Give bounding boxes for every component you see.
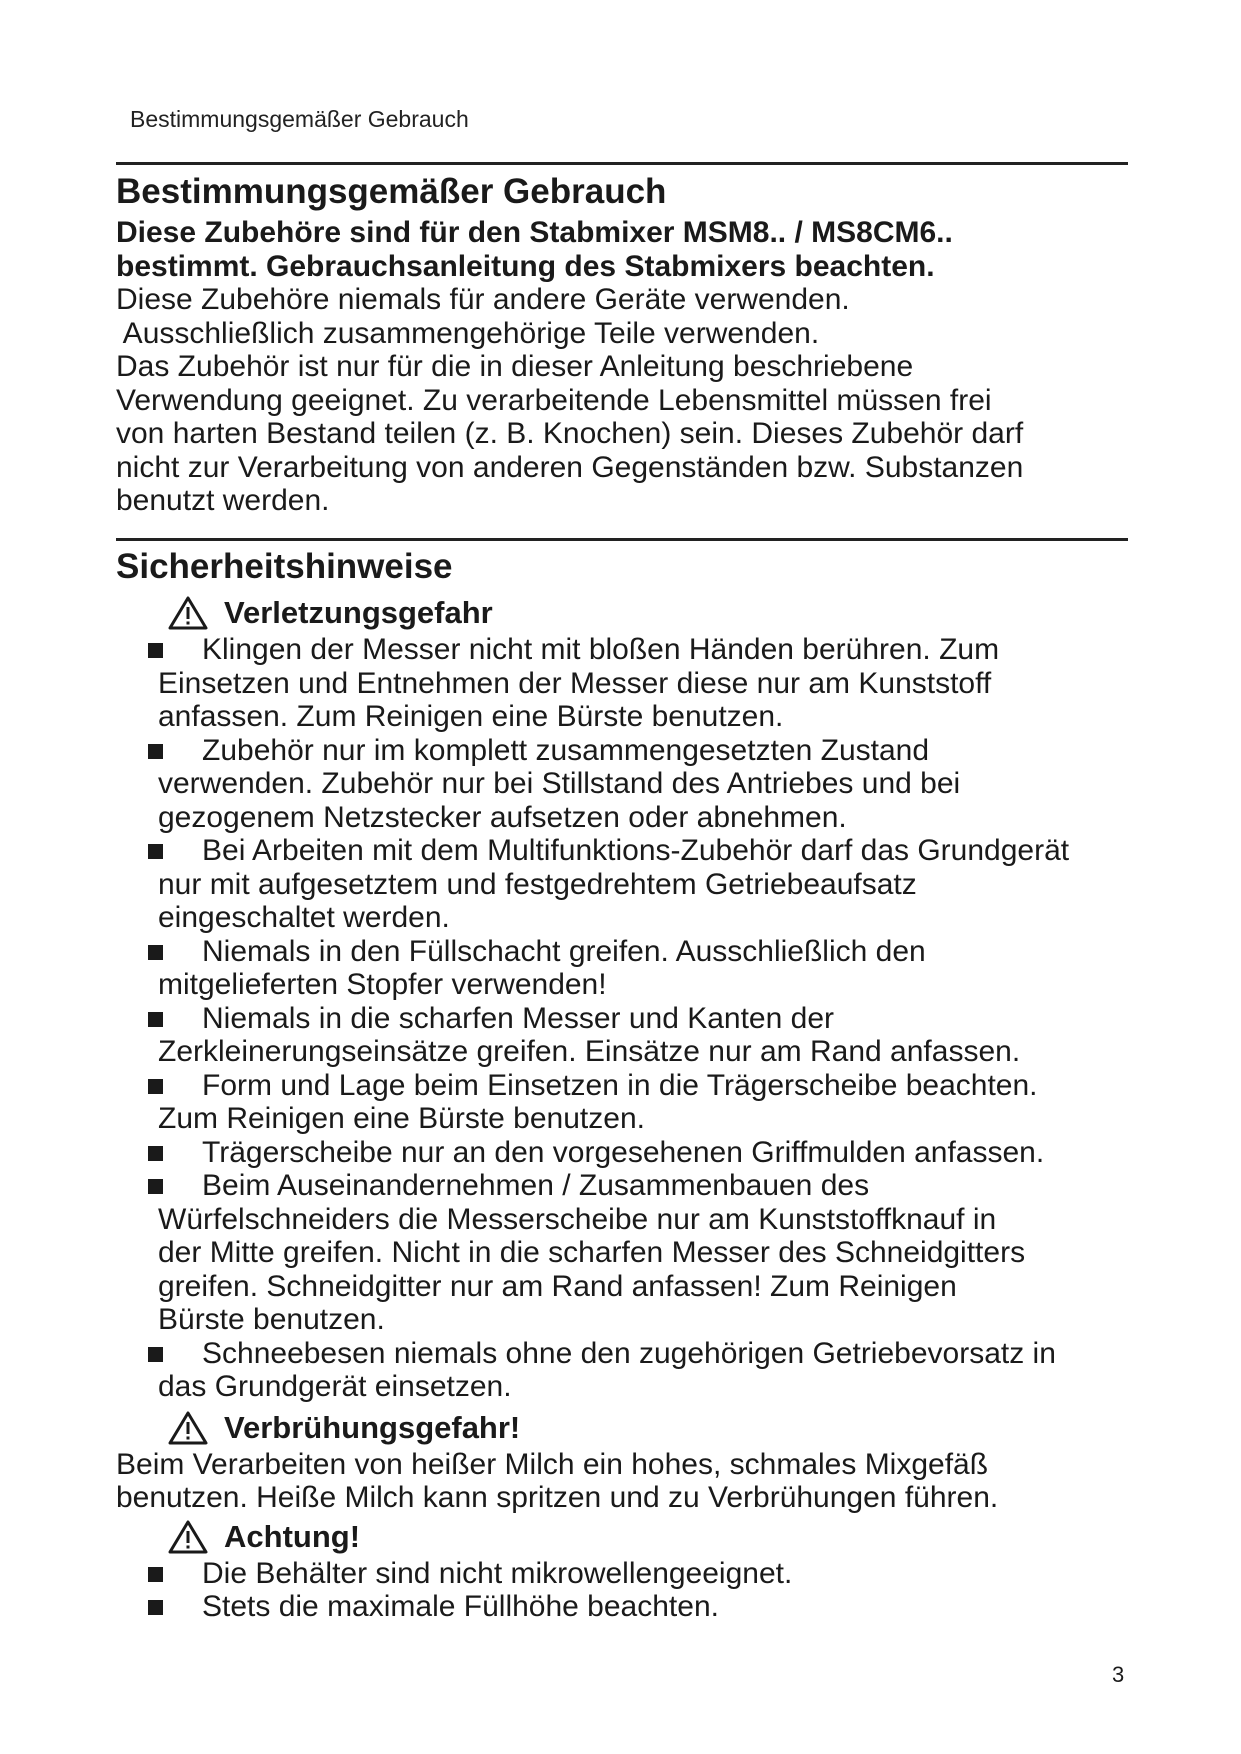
warning-triangle-icon — [168, 1520, 208, 1554]
bullet-line: Würfelschneiders die Messerscheibe nur am Kunststoffknauf in — [158, 1202, 997, 1236]
bullet-line: Niemals in die scharfen Messer und Kanten der — [202, 1001, 834, 1035]
warning-heading — [168, 1517, 1216, 1557]
bullet-line: Beim Auseinandernehmen / Zusammenbauen des — [202, 1169, 870, 1202]
bullet-item — [116, 1002, 1216, 1069]
text-line: Diese Zubehöre niemals für andere Geräte verwenden. — [116, 283, 850, 316]
bullet-square-icon — [148, 1146, 163, 1161]
bullet-line: Bürste benutzen. — [158, 1303, 385, 1336]
bullet-square-icon — [148, 945, 163, 960]
bullet-line: Einsetzen und Entnehmen der Messer diese nur am Kunststoff — [158, 666, 992, 700]
bullet-line: Schneebesen niemals ohne den zugehörigen Getriebevorsatz in — [202, 1336, 1056, 1370]
bullet-item — [116, 1069, 1216, 1136]
bullet-item — [116, 834, 1216, 935]
text-line: Das Zubehör ist nur für die in dieser Anleitung beschriebene — [116, 350, 914, 383]
bullet-line: Klingen der Messer nicht mit bloßen Händen berühren. Zum — [202, 633, 1000, 666]
running-header: Bestimmungsgemäßer Gebrauch — [130, 106, 469, 132]
bullet-square-icon — [148, 1567, 163, 1582]
section-title: Sicherheitshinweise — [116, 547, 453, 586]
bullet-line: nur mit aufgesetztem und festgedrehtem Getriebeaufsatz — [158, 867, 917, 901]
bullet-square-icon — [148, 1012, 163, 1027]
bullet-item — [116, 1169, 1216, 1337]
warning-heading — [168, 1408, 1216, 1448]
bullet-item — [116, 1337, 1216, 1404]
bullet-item — [116, 1557, 1216, 1591]
bullet-line: das Grundgerät einsetzen. — [158, 1370, 512, 1403]
bullet-item — [116, 935, 1216, 1002]
bullet-line: Form und Lage beim Einsetzen in die Trägerscheibe beachten. — [202, 1068, 1038, 1102]
bullet-list — [116, 1557, 1216, 1624]
bullet-item — [116, 734, 1216, 835]
bullet-line: greifen. Schneidgitter nur am Rand anfassen! Zum Reinigen — [158, 1269, 957, 1303]
warning-label: Verletzungsgefahr — [224, 595, 493, 630]
bullet-list — [116, 633, 1216, 1404]
text-line: Beim Verarbeiten von heißer Milch ein hohes, schmales Mixgefäß — [116, 1447, 989, 1481]
page-number: 3 — [1112, 1662, 1125, 1687]
section-intended-use — [116, 170, 1176, 518]
bullet-line: Zubehör nur im komplett zusammengesetzten Zustand — [202, 733, 930, 767]
text-line: benutzen. Heiße Milch kann spritzen und zu Verbrühungen führen. — [116, 1481, 999, 1514]
body-text — [116, 1448, 1216, 1515]
text-line: Ausschließlich zusammengehörige Teile verwenden. — [116, 316, 820, 350]
section-divider — [116, 162, 1128, 165]
warning-heading — [168, 593, 1216, 633]
bullet-line: der Mitte greifen. Nicht in die scharfen Messer des Schneidgitters — [158, 1236, 1026, 1269]
text-line: Verwendung geeignet. Zu verarbeitende Lebensmittel müssen frei — [116, 383, 992, 417]
bullet-square-icon — [148, 1600, 163, 1615]
bold-line: bestimmt. Gebrauchsanleitung des Stabmixers beachten. — [116, 249, 935, 283]
bullet-line: Zerkleinerungseinsätze greifen. Einsätze nur am Rand anfassen. — [158, 1035, 1021, 1068]
bold-intro — [116, 216, 1176, 283]
bullet-square-icon — [148, 1179, 163, 1194]
bullet-square-icon — [148, 844, 163, 859]
bullet-line: verwenden. Zubehör nur bei Stillstand des Antriebes und bei — [158, 767, 961, 800]
bullet-line: Zum Reinigen eine Bürste benutzen. — [158, 1102, 645, 1135]
bullet-item — [116, 1136, 1216, 1170]
bullet-item — [116, 633, 1216, 734]
text-line: von harten Bestand teilen (z. B. Knochen) sein. Dieses Zubehör darf — [116, 417, 1024, 450]
bullet-line: anfassen. Zum Reinigen eine Bürste benutzen. — [158, 700, 784, 733]
bullet-line: Bei Arbeiten mit dem Multifunktions-Zubehör darf das Grundgerät — [202, 834, 1070, 867]
text-line: benutzt werden. — [116, 484, 330, 517]
bullet-line: Die Behälter sind nicht mikrowellengeeignet. — [202, 1556, 793, 1590]
bold-line: Diese Zubehöre sind für den Stabmixer MSM8.. / MS8CM6.. — [116, 216, 953, 249]
body-text — [116, 283, 1176, 518]
bullet-square-icon — [148, 744, 163, 759]
bullet-line: Trägerscheibe nur an den vorgesehenen Griffmulden anfassen. — [202, 1135, 1045, 1169]
bullet-square-icon — [148, 1347, 163, 1362]
bullet-item — [116, 1590, 1216, 1624]
section-safety — [116, 545, 1216, 1624]
section-title: Bestimmungsgemäßer Gebrauch — [116, 172, 667, 211]
bullet-line: gezogenem Netzstecker aufsetzen oder abnehmen. — [158, 800, 847, 834]
bullet-line: eingeschaltet werden. — [158, 901, 450, 934]
warning-label: Verbrühungsgefahr! — [224, 1409, 521, 1445]
warning-label: Achtung! — [224, 1518, 361, 1554]
bullet-line: Stets die maximale Füllhöhe beachten. — [202, 1590, 719, 1623]
warning-triangle-icon — [168, 1411, 208, 1445]
bullet-square-icon — [148, 643, 163, 658]
warning-triangle-icon — [168, 596, 208, 630]
text-line: nicht zur Verarbeitung von anderen Gegenständen bzw. Substanzen — [116, 450, 1024, 484]
bullet-line: mitgelieferten Stopfer verwenden! — [158, 968, 607, 1001]
section-divider — [116, 538, 1128, 541]
bullet-square-icon — [148, 1079, 163, 1094]
bullet-line: Niemals in den Füllschacht greifen. Ausschließlich den — [202, 934, 926, 968]
